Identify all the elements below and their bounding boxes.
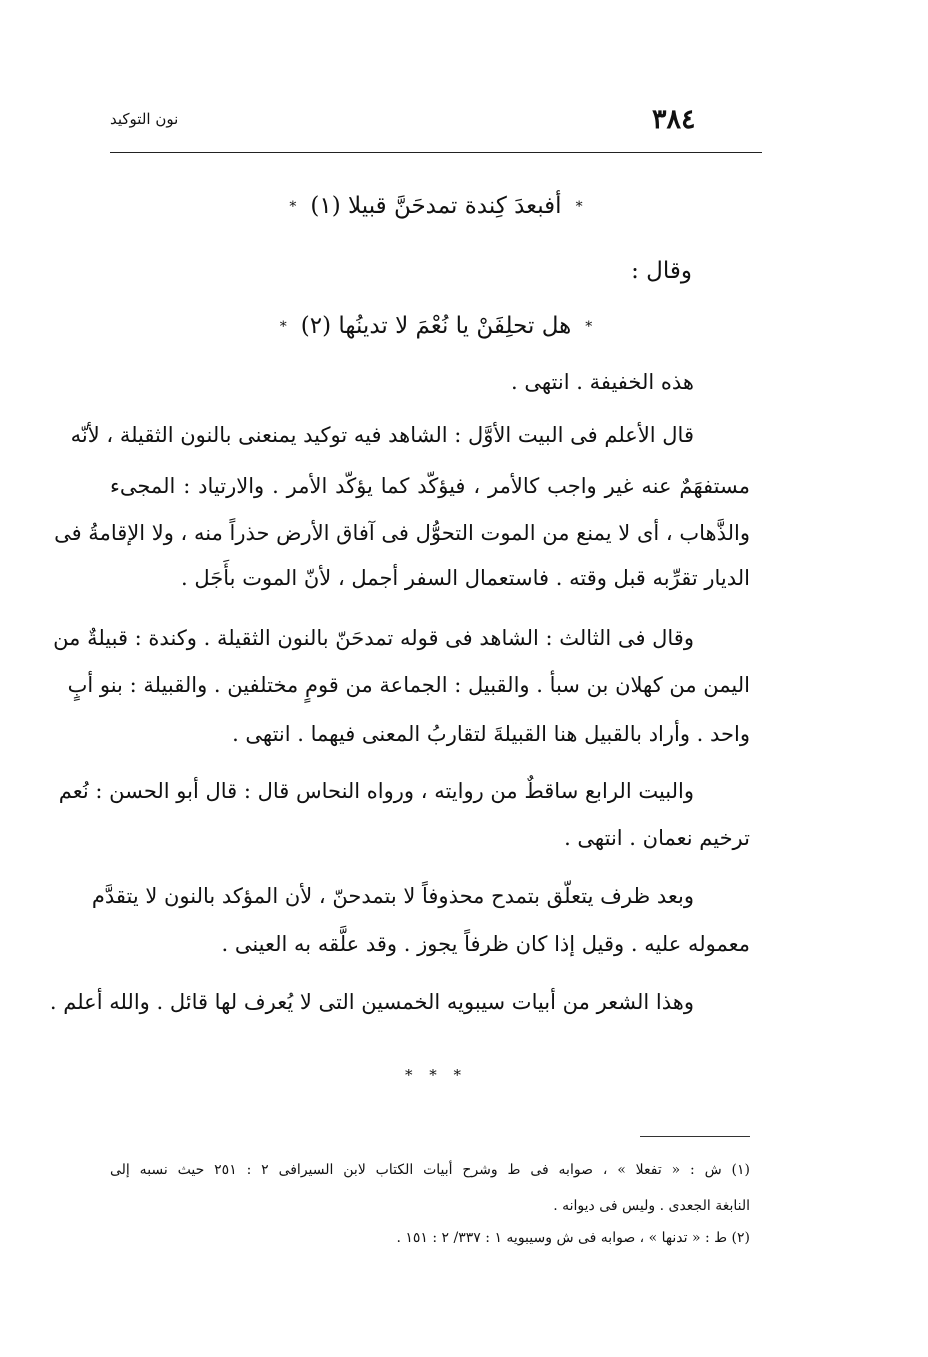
verse-star-right: *	[585, 319, 593, 335]
paragraph-line: مستفهَمٌ عنه غير واجب كالأمر ، فيؤكّد كما يؤكّد الأمر . والارتياد : المجىء	[110, 474, 750, 498]
footnote-rule	[640, 1136, 750, 1137]
paragraph-line: وهذا الشعر من أبيات سيبويه الخمسين التى لا يُعرف لها قائل . والله أعلم .	[49, 990, 694, 1014]
qal-label: وقال :	[631, 258, 692, 284]
footnote-line: (١) ش : « تفعلا » ، صوابه فى ط وشرح أبيات الكتاب لابن السيرافى ٢ : ٢٥١ حيث نسبه إلى	[110, 1162, 750, 1178]
paragraph-line: قال الأعلم فى البيت الأوَّل : الشاهد فيه توكيد يمنعنى بالنون الثقيلة ، لأنّه	[70, 423, 694, 447]
paragraph-line: اليمن من كهلان بن سبأ . والقبيل : الجماعة من قومٍ مختلفين . والقبيلة : بنو أبٍ	[67, 673, 750, 697]
verse-star-left: *	[289, 199, 297, 215]
section-separator: * * *	[404, 1066, 468, 1084]
verse-text-2: هل تحلِفَنْ يا نُعْمَ لا تدينُها (٢)	[300, 313, 572, 339]
paragraph-line: معموله عليه . وقيل إذا كان ظرفاً يجوز . وقد علَّقه به العينى .	[221, 932, 750, 956]
paragraph-line: والذَّهاب ، أى لا يمنع من الموت التحوُّل فى آفاق الأرض حذراً منه ، ولا الإقامةُ فى	[54, 521, 750, 545]
verse-line-1	[110, 193, 762, 219]
paragraph-line: وبعد ظرف يتعلّق بتمدح محذوفاً لا بتمدحنّ ، لأن المؤكد بالنون لا يتقدَّم	[91, 884, 694, 908]
paragraph-line: والبيت الرابع ساقطٌ من روايته ، ورواه النحاس قال : قال أبو الحسن : نُعم	[58, 779, 694, 803]
verse-star-right: *	[575, 199, 583, 215]
footnote-line: النابغة الجعدى . وليس فى ديوانه .	[553, 1198, 750, 1214]
verse-text-1: أفبعدَ كِندة تمدحَنَّ قبيلا (١)	[310, 193, 562, 219]
paragraph-line: الديار تقرِّبه قبل وقته . فاستعمال السفر أجمل ، لأنّ الموت بأَجَل .	[181, 566, 750, 590]
paragraph-line: هذه الخفيفة . انتهى .	[511, 370, 694, 394]
paragraph-line: واحد . وأراد بالقبيل هنا القبيلةَ لتقاربُ المعنى فيهما . انتهى .	[232, 722, 750, 746]
verse-line-2	[110, 313, 762, 339]
paragraph-line: وقال فى الثالث : الشاهد فى قوله تمدحَنّ بالنون الثقيلة . وكندة : قبيلةٌ من	[53, 626, 694, 650]
verse-star-left: *	[279, 319, 287, 335]
footnote-line: (٢) ط : « تدنها » ، صوابه فى ش وسيبويه ١ : ٣٣٧/ ٢ : ١٥١ .	[396, 1230, 750, 1246]
paragraph-line: ترخيم نعمان . انتهى .	[564, 826, 750, 850]
header-rule	[110, 152, 762, 153]
page-number: ٣٨٤	[652, 104, 696, 135]
running-title: نون التوكيد	[110, 110, 179, 128]
